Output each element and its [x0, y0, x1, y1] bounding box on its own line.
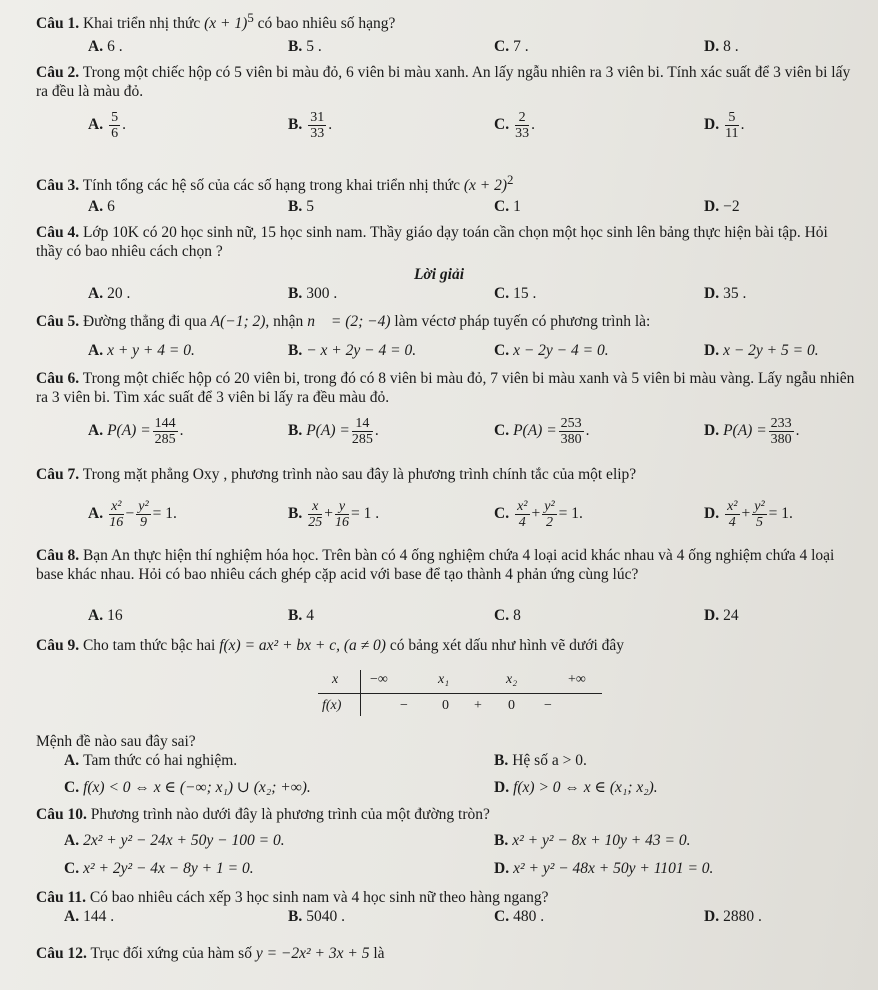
option-value: 144 .	[83, 908, 115, 925]
fraction	[352, 416, 373, 447]
math-expr: (x + 2)	[463, 177, 508, 195]
option-label: D.	[704, 116, 720, 134]
option-value: x² + 2y² − 4x − 8y + 1 = 0.	[83, 860, 254, 877]
math-expr: y = −2x² + 3x + 5	[255, 945, 370, 962]
numerator: x	[308, 499, 322, 515]
math-exponent: 5	[247, 10, 254, 25]
q2-options: A. $\frac{5}{6}$ . B. $\frac{31}{33}$ . C. $\frac{2}{33}$ . D. $\frac{5}{11}$ .	[88, 110, 745, 141]
denominator: 33	[515, 126, 530, 141]
option-label: B.	[288, 38, 303, 55]
question-4	[36, 223, 858, 261]
option-label: C.	[494, 116, 510, 134]
operator: +	[531, 505, 541, 523]
fraction	[515, 110, 529, 141]
question-text: Cho tam thức bậc hai	[82, 637, 216, 654]
numerator: 5	[725, 110, 738, 126]
sign-table	[318, 668, 602, 718]
fraction	[109, 499, 123, 530]
question-label: Câu 9.	[36, 637, 80, 654]
option-value: 300 .	[306, 285, 338, 302]
question-label: Câu 12.	[36, 945, 87, 962]
question-6	[36, 369, 858, 407]
question-text: Khai triển nhị thức	[82, 15, 201, 33]
table-plus-infinity: +∞	[568, 672, 586, 687]
fraction	[308, 499, 322, 530]
fraction	[559, 416, 584, 447]
option-value: x + y + 4 = 0.	[107, 342, 195, 359]
option-value: 8 .	[723, 38, 739, 55]
question-2	[36, 63, 858, 101]
option-label: B.	[494, 832, 509, 849]
q5-options	[0, 342, 878, 366]
option-label: D.	[704, 422, 720, 440]
question-text: Tính tổng các hệ số của các số hạng trong khai triển nhị thức	[82, 177, 460, 195]
option-label: B.	[288, 342, 303, 359]
denominator: 5	[755, 515, 763, 530]
denominator: 6	[111, 126, 119, 141]
question-8	[36, 546, 858, 584]
option-value: x − 2y + 5 = 0.	[723, 342, 819, 359]
question-label: Câu 7.	[36, 466, 80, 483]
denominator: 4	[728, 515, 736, 530]
option-value: f(x) > 0 ⇔ x ∈ (x₁; x₂).	[513, 779, 658, 796]
option-value: − x + 2y − 4 = 0.	[306, 342, 417, 359]
question-label: Câu 4.	[36, 224, 80, 241]
table-root-x2: x₂	[506, 672, 518, 687]
option-label: C.	[494, 607, 510, 624]
q3-options	[0, 198, 878, 222]
question-12	[36, 944, 858, 963]
question-5	[36, 312, 858, 331]
denominator: 4	[518, 515, 526, 530]
fraction	[153, 416, 178, 447]
question-label: Câu 2.	[36, 64, 80, 81]
denominator: 25	[308, 515, 323, 530]
question-text: làm véctơ pháp tuyến có phương trình là:	[394, 313, 651, 330]
question-text: có bảng xét dấu như hình vẽ dưới đây	[389, 637, 625, 654]
option-label: B.	[288, 116, 303, 134]
option-value: 480 .	[513, 908, 545, 925]
numerator: 253	[560, 416, 582, 431]
table-divider-vertical	[360, 670, 361, 716]
option-value: x² + y² − 8x + 10y + 43 = 0.	[512, 832, 691, 849]
option-value: 24	[723, 607, 739, 624]
denominator: 380	[560, 432, 582, 447]
numerator: 5	[111, 110, 119, 125]
operator: −	[125, 505, 135, 523]
math-expr: (x + 1)	[204, 15, 248, 33]
table-zero: 0	[442, 698, 449, 713]
option-value: 1	[513, 198, 521, 215]
fraction	[769, 416, 794, 447]
option-label: A.	[64, 832, 80, 849]
option-value: 8	[513, 607, 521, 624]
question-11	[36, 888, 858, 907]
fraction	[752, 499, 766, 530]
denominator: 16	[334, 515, 349, 530]
question-text: Trong mặt phẳng Oxy , phương trình nào sau đây là phương trình chính tắc của một elip?	[82, 466, 637, 483]
option-label: B.	[288, 505, 303, 523]
option-value: x − 2y − 4 = 0.	[513, 342, 609, 359]
option-value: 6 .	[107, 38, 123, 55]
option-value: 2x² + y² − 24x + 50y − 100 = 0.	[83, 832, 285, 849]
question-text: , nhận	[265, 313, 304, 330]
option-label: A.	[88, 607, 104, 624]
option-label: C.	[494, 505, 510, 523]
question-text: Bạn An thực hiện thí nghiệm hóa học. Trên bàn có 4 ống nghiệm chứa 4 loại acid khác nhau và 4 ống nghiệm chứa 4 loại base khác nhau. Hỏi có bao nhiêu cách ghép cặp acid với base để tạo thành 4 phản ứng cùng lúc?	[36, 547, 835, 583]
option-value: Tam thức có hai nghiệm.	[83, 752, 238, 769]
option-label: D.	[704, 198, 720, 215]
operator: +	[324, 505, 333, 523]
numerator: x²	[111, 499, 122, 514]
option-label: A.	[64, 752, 80, 769]
option-value: f(x) < 0 ⇔ x ∈ (−∞; x₁) ∪ (x₂; +∞).	[83, 779, 311, 796]
question-label: Câu 8.	[36, 547, 80, 564]
question-label: Câu 5.	[36, 313, 80, 330]
denominator: 285	[351, 432, 373, 447]
question-label: Câu 1.	[36, 15, 80, 33]
option-value: Hệ số a > 0.	[512, 752, 587, 769]
equation-end: = 1.	[558, 505, 583, 523]
table-header-fx: f(x)	[322, 698, 342, 713]
table-minus-infinity: −∞	[370, 672, 388, 687]
numerator: 144	[154, 416, 176, 431]
option-label: D.	[704, 342, 720, 359]
option-label: B.	[494, 752, 509, 769]
question-9	[36, 636, 858, 655]
numerator: 233	[770, 416, 792, 431]
table-header-x: x	[332, 672, 339, 687]
numerator: 2	[515, 110, 529, 126]
fraction	[308, 110, 326, 141]
option-value: 7 .	[513, 38, 529, 55]
numerator: 14	[352, 416, 373, 432]
option-label: C.	[494, 198, 510, 215]
option-label: D.	[494, 779, 510, 796]
table-zero: 0	[508, 698, 515, 713]
option-label: A.	[88, 505, 104, 523]
q1-options	[0, 38, 878, 62]
option-value: 15 .	[513, 285, 537, 302]
table-root-x1: x₁	[438, 672, 450, 687]
numerator: y	[335, 499, 349, 515]
denominator: 9	[139, 515, 147, 530]
option-label: C.	[64, 860, 80, 877]
question-text: Trục đối xứng của hàm số	[90, 945, 252, 962]
q9-options-row1	[0, 752, 878, 776]
equation-end: = 1.	[152, 505, 177, 523]
option-value: 2880 .	[723, 908, 762, 925]
fraction	[542, 499, 556, 530]
option-label: A.	[88, 116, 104, 134]
option-label: C.	[494, 422, 510, 440]
math-prefix: P(A) =	[513, 422, 557, 440]
table-sign: −	[544, 698, 552, 713]
option-label: D.	[704, 38, 720, 55]
question-7	[36, 465, 858, 484]
option-label: A.	[88, 38, 104, 55]
option-label: C.	[64, 779, 80, 796]
option-value: −2	[723, 198, 740, 215]
numerator: y²	[138, 499, 149, 514]
equation-end: = 1.	[768, 505, 793, 523]
question-label: Câu 10.	[36, 806, 87, 823]
question-3	[36, 170, 858, 195]
q10-options-row1	[0, 832, 878, 856]
option-label: B.	[288, 285, 303, 302]
question-text: Lớp 10K có 20 học sinh nữ, 15 học sinh nam. Thầy giáo dạy toán cần chọn một học sinh lên bảng thực hiện bài tập. Hỏi thầy có bao nhiêu cách chọn ?	[36, 224, 828, 260]
fraction	[136, 499, 150, 530]
q10-options-row2	[0, 860, 878, 884]
math-expr: A(−1; 2)	[210, 313, 266, 330]
option-label: A.	[88, 422, 104, 440]
option-label: C.	[494, 38, 510, 55]
math-expr: f(x) = ax² + bx + c, (a ≠ 0)	[219, 637, 386, 654]
question-text: có bao nhiêu số hạng?	[257, 15, 396, 33]
option-value: x² + y² − 48x + 50y + 1101 = 0.	[513, 860, 714, 877]
denominator: 285	[154, 432, 176, 447]
question-label: Câu 3.	[36, 177, 80, 195]
option-label: D.	[704, 607, 720, 624]
option-label: D.	[704, 908, 720, 925]
option-value: 4	[306, 607, 314, 624]
operator: +	[741, 505, 751, 523]
option-value: 5040 .	[306, 908, 345, 925]
numerator: 31	[310, 110, 325, 125]
fraction	[109, 110, 120, 141]
math-expr: n⃗ = (2; −4)	[307, 313, 391, 330]
table-sign: +	[474, 698, 482, 713]
question-10	[36, 805, 858, 824]
fraction	[725, 499, 739, 530]
table-sign: −	[400, 698, 408, 713]
question-text: là	[373, 945, 385, 962]
question-text: Đường thẳng đi qua	[82, 313, 207, 330]
q7-options	[0, 493, 878, 537]
option-value: 5	[306, 198, 314, 215]
equation-end: = 1 .	[350, 505, 380, 523]
solution-heading: Lời giải	[413, 266, 465, 283]
option-label: A.	[88, 198, 104, 215]
q11-options	[0, 908, 878, 932]
numerator: y²	[544, 499, 555, 514]
option-value: 16	[107, 607, 123, 624]
option-label: C.	[494, 342, 510, 359]
option-value: 6	[107, 198, 115, 215]
option-value: 5 .	[306, 38, 322, 55]
numerator: x²	[517, 499, 528, 514]
option-label: B.	[288, 422, 303, 440]
option-label: D.	[704, 505, 720, 523]
numerator: x²	[727, 499, 738, 514]
option-label: A.	[88, 285, 104, 302]
question-prompt: Mệnh đề nào sau đây sai?	[36, 733, 196, 750]
option-label: B.	[288, 908, 303, 925]
option-label: C.	[494, 908, 510, 925]
option-label: D.	[704, 285, 720, 302]
question-text: Trong một chiếc hộp có 20 viên bi, trong đó có 8 viên bi màu đỏ, 7 viên bi màu xanh và 5 viên bi màu vàng. Lấy ngẫu nhiên ra 3 viên bi. Tìm xác suất để 3 viên bi lấy ra đều màu đỏ.	[36, 370, 855, 406]
math-prefix: P(A) =	[107, 422, 151, 440]
question-label: Câu 11.	[36, 889, 86, 906]
option-label: B.	[288, 198, 303, 215]
math-exponent: 2	[507, 172, 514, 187]
denominator: 11	[725, 126, 739, 141]
option-label: D.	[494, 860, 510, 877]
question-text: Trong một chiếc hộp có 5 viên bi màu đỏ, 6 viên bi màu xanh. An lấy ngẫu nhiên ra 3 viên bi. Tính xác suất để 3 viên bi lấy ra đều là màu đỏ.	[36, 64, 851, 100]
option-label: C.	[494, 285, 510, 302]
fraction	[515, 499, 529, 530]
denominator: 380	[770, 432, 792, 447]
math-prefix: P(A) =	[306, 422, 350, 440]
question-label: Câu 6.	[36, 370, 80, 387]
question-1	[36, 8, 858, 33]
option-value: 20 .	[107, 285, 131, 302]
question-text: Phương trình nào dưới đây là phương trình của một đường tròn?	[90, 806, 490, 823]
option-value: 35 .	[723, 285, 747, 302]
option-label: B.	[288, 607, 303, 624]
fraction	[335, 499, 349, 530]
math-prefix: P(A) =	[723, 422, 767, 440]
q4-options	[0, 285, 878, 309]
denominator: 33	[310, 126, 325, 141]
numerator: y²	[754, 499, 765, 514]
option-label: A.	[64, 908, 80, 925]
question-text: Có bao nhiêu cách xếp 3 học sinh nam và 4 học sinh nữ theo hàng ngang?	[89, 889, 549, 906]
q6-options: A. P(A) = $\frac{144}{285}$ . B. P(A) = $\frac{14}{285}$ . C. P(A) = $\frac{253}{380}$ . D. P(A) = $\frac{233}{380}$ .	[88, 416, 800, 447]
q9-options-row2	[0, 778, 878, 802]
option-label: A.	[88, 342, 104, 359]
q8-options	[0, 607, 878, 631]
denominator: 16	[109, 515, 124, 530]
fraction	[725, 110, 738, 141]
denominator: 2	[545, 515, 553, 530]
